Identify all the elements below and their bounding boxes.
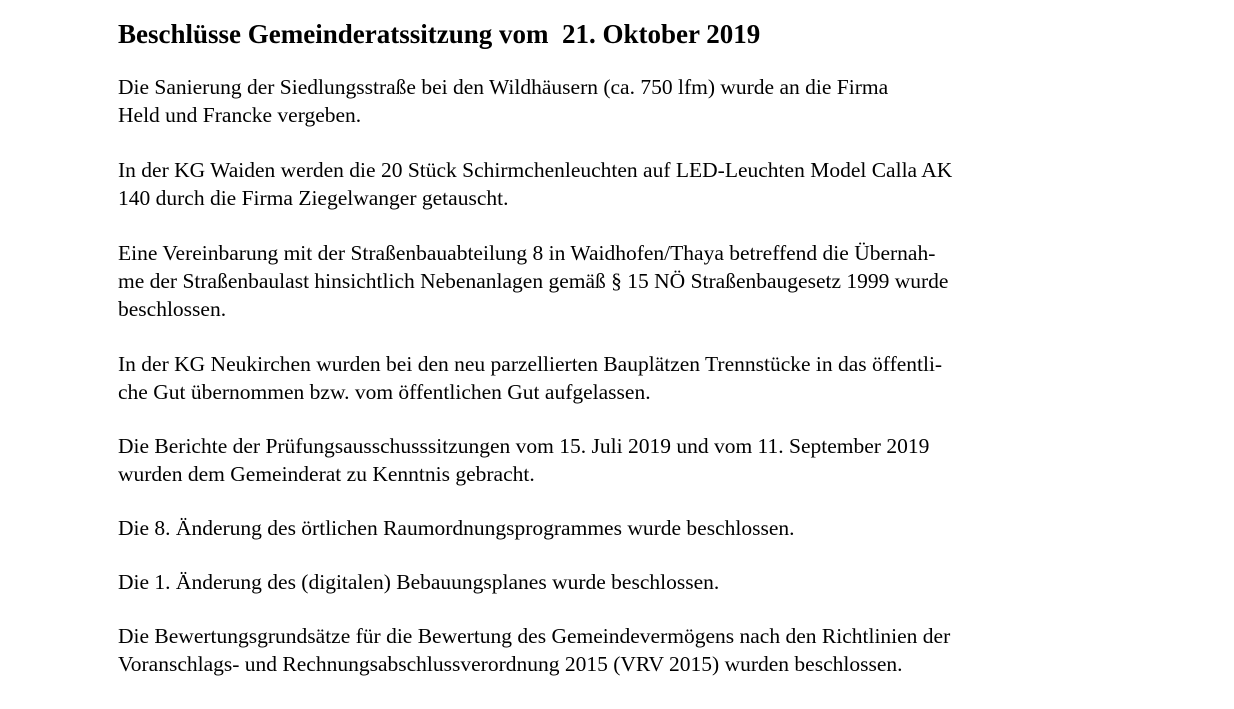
paragraph-bewertung [118,622,950,678]
paragraph-pruefung [118,432,929,488]
paragraph-sanierung [118,73,888,129]
paragraph-line: Voranschlags- und Rechnungsabschlussverordnung 2015 (VRV 2015) wurden beschlossen. [118,652,903,676]
paragraph-line: In der KG Neukirchen wurden bei den neu parzellierten Bauplätzen Trennstücke in das öffentli- [118,352,943,376]
paragraph-line: Die 1. Änderung des (digitalen) Bebauungsplanes wurde beschlossen. [118,570,720,594]
paragraph-line: Held und Francke vergeben. [118,103,362,127]
paragraph-line: me der Straßenbaulast hinsichtlich Nebenanlagen gemäß § 15 NÖ Straßenbaugesetz 1999 wurde [118,269,949,293]
paragraph-raumordnung [118,514,795,542]
paragraph-line: In der KG Waiden werden die 20 Stück Schirmchenleuchten auf LED-Leuchten Model Calla AK [118,158,953,182]
paragraph-line: Die 8. Änderung des örtlichen Raumordnungsprogrammes wurde beschlossen. [118,516,795,540]
paragraph-line: Die Sanierung der Siedlungsstraße bei den Wildhäusern (ca. 750 lfm) wurde an die Firma [118,75,889,99]
paragraph-line: 140 durch die Firma Ziegelwanger getauscht. [118,186,509,210]
paragraph-line: che Gut übernommen bzw. vom öffentlichen Gut aufgelassen. [118,380,651,404]
paragraph-line: Eine Vereinbarung mit der Straßenbauabteilung 8 in Waidhofen/Thaya betreffend die Übernah- [118,241,936,265]
paragraph-bebauungsplan [118,568,719,596]
document-title: Beschlüsse Gemeinderatssitzung vom 21. Oktober 2019 [118,19,761,49]
paragraph-bauplaetze [118,350,942,406]
paragraph-vereinbarung [118,239,948,323]
paragraph-line: wurden dem Gemeinderat zu Kenntnis gebracht. [118,462,535,486]
paragraph-line: Die Berichte der Prüfungsausschusssitzungen vom 15. Juli 2019 und vom 11. September 2019 [118,434,930,458]
paragraph-leuchten [118,156,952,212]
paragraph-line: beschlossen. [118,297,227,321]
paragraph-line: Die Bewertungsgrundsätze für die Bewertung des Gemeindevermögens nach den Richtlinien der [118,624,951,648]
